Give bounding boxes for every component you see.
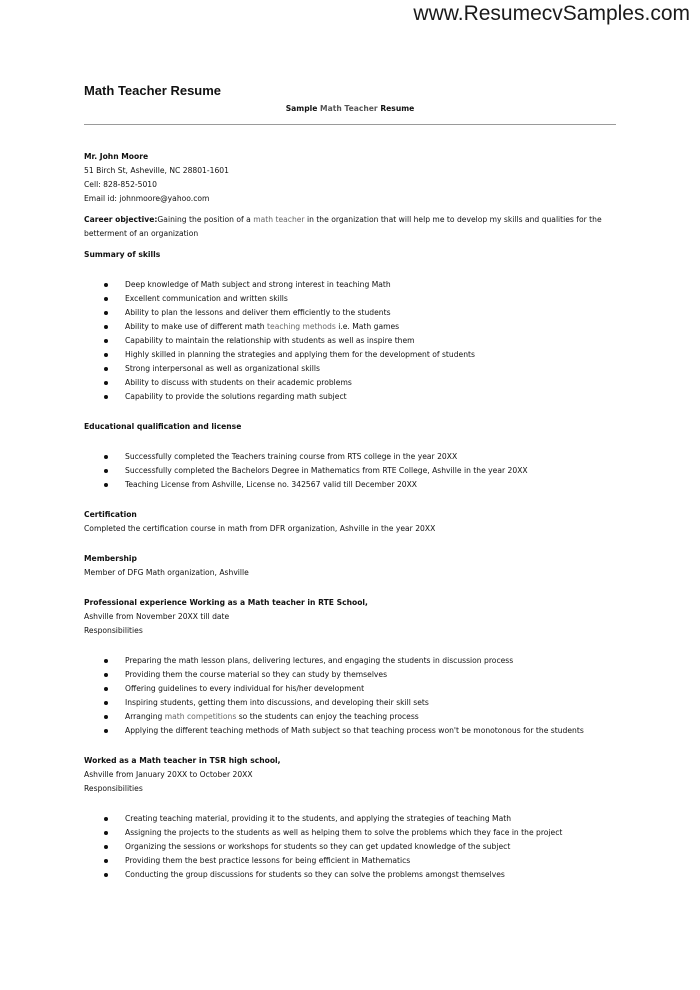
contact-address: 51 Birch St, Asheville, NC 28801-1601 [84, 166, 229, 175]
bullet-icon [104, 831, 108, 835]
skills-heading: Summary of skills [84, 250, 161, 259]
objective-text-post: in the organization that will help me to develop my skills and qualities for the [304, 215, 602, 224]
bullet-icon [104, 701, 108, 705]
objective-line2: betterment of an organization [84, 229, 199, 238]
teaching-methods-link[interactable]: teaching methods [267, 322, 336, 331]
list-item [84, 854, 624, 868]
resp-text: Creating teaching material, providing it to the students, and applying the strategies of teaching Math [125, 814, 512, 823]
skill-text: Highly skilled in planning the strategies and applying them for the development of students [125, 350, 475, 359]
list-item [84, 362, 624, 376]
experience2-dates: Ashville from January 20XX to October 20XX [84, 770, 253, 779]
education-list [84, 450, 624, 492]
bullet-icon [104, 845, 108, 849]
certification-text: Completed the certification course in math from DFR organization, Ashville in the year 20XX [84, 524, 436, 533]
bullet-icon [104, 729, 108, 733]
membership-text: Member of DFG Math organization, Ashville [84, 568, 249, 577]
bullet-icon [104, 859, 108, 863]
resp-text: Inspiring students, getting them into discussions, and developing their skill sets [125, 698, 429, 707]
resp-text: Applying the different teaching methods of Math subject so that teaching process won't be monotonous for the students [125, 726, 584, 735]
subtitle-keyword: Math Teacher [320, 104, 378, 113]
resp-text: Providing them the best practice lessons for being efficient in Mathematics [125, 856, 411, 865]
list-item [84, 390, 624, 404]
subtitle [0, 104, 700, 113]
skills-list [84, 278, 624, 404]
header-divider [84, 124, 616, 125]
contact-cell: Cell: 828-852-5010 [84, 180, 157, 189]
experience1-list [84, 654, 624, 738]
page-title: Math Teacher Resume [84, 83, 222, 98]
list-item [84, 278, 624, 292]
resume-body [84, 150, 624, 882]
experience1-resp-label: Responsibilities [84, 626, 143, 635]
skill-text: Excellent communication and written skills [125, 294, 288, 303]
education-heading: Educational qualification and license [84, 422, 242, 431]
bullet-icon [104, 297, 108, 301]
bullet-icon [104, 673, 108, 677]
resp-text: Assigning the projects to the students as well as helping them to solve the problems which they face in the project [125, 828, 563, 837]
experience2-list [84, 812, 624, 882]
list-item [84, 450, 624, 464]
experience2-resp-label: Responsibilities [84, 784, 143, 793]
career-objective [84, 213, 624, 241]
bullet-icon [104, 659, 108, 663]
contact-block [84, 150, 624, 206]
list-item [84, 696, 624, 710]
resp-text: Providing them the course material so they can study by themselves [125, 670, 388, 679]
bullet-icon [104, 469, 108, 473]
bullet-icon [104, 311, 108, 315]
list-item [84, 724, 624, 738]
experience1-dates: Ashville from November 20XX till date [84, 612, 230, 621]
list-item [84, 840, 624, 854]
resp-text-pre: Arranging [125, 712, 165, 721]
list-item [84, 334, 624, 348]
education-text: Teaching License from Ashville, License no. 342567 valid till December 20XX [125, 480, 418, 489]
contact-email: Email id: johnmoore@yahoo.com [84, 194, 210, 203]
resp-text: Conducting the group discussions for students so they can solve the problems amongst themselves [125, 870, 505, 879]
objective-label: Career objective: [84, 215, 158, 224]
bullet-icon [104, 353, 108, 357]
list-item [84, 464, 624, 478]
list-item [84, 826, 624, 840]
list-item [84, 868, 624, 882]
bullet-icon [104, 483, 108, 487]
bullet-icon [104, 687, 108, 691]
math-competitions-link[interactable]: math competitions [164, 712, 237, 721]
resp-text: Preparing the math lesson plans, delivering lectures, and engaging the students in discussion process [125, 656, 514, 665]
list-item [84, 710, 624, 724]
contact-name: Mr. John Moore [84, 152, 149, 161]
list-item [84, 478, 624, 492]
skill-text: Deep knowledge of Math subject and strong interest in teaching Math [125, 280, 391, 289]
list-item [84, 682, 624, 696]
skill-text-post: i.e. Math games [335, 322, 400, 331]
bullet-icon [104, 817, 108, 821]
bullet-icon [104, 381, 108, 385]
skill-text: Ability to plan the lessons and deliver them efficiently to the students [125, 308, 391, 317]
education-text: Successfully completed the Teachers training course from RTS college in the year 20XX [125, 452, 458, 461]
resp-text-post: so the students can enjoy the teaching process [236, 712, 419, 721]
skill-text: Capability to maintain the relationship with students as well as inspire them [125, 336, 415, 345]
certification-heading: Certification [84, 510, 137, 519]
list-item [84, 348, 624, 362]
resp-text: Organizing the sessions or workshops for students so they can get updated knowledge of the subject [125, 842, 511, 851]
objective-link[interactable]: math teacher [253, 215, 305, 224]
skill-text-pre: Ability to make use of different math [125, 322, 268, 331]
membership-heading: Membership [84, 554, 137, 563]
bullet-icon [104, 455, 108, 459]
experience2-heading: Worked as a Math teacher in TSR high school, [84, 756, 281, 765]
list-item [84, 292, 624, 306]
bullet-icon [104, 325, 108, 329]
bullet-icon [104, 395, 108, 399]
bullet-icon [104, 367, 108, 371]
skill-text: Ability to discuss with students on their academic problems [125, 378, 352, 387]
education-text: Successfully completed the Bachelors Degree in Mathematics from RTE College, Ashville in the year 20XX [125, 466, 528, 475]
list-item [84, 376, 624, 390]
bullet-icon [104, 339, 108, 343]
bullet-icon [104, 873, 108, 877]
list-item [84, 320, 624, 334]
subtitle-suffix: Resume [380, 104, 415, 113]
bullet-icon [104, 715, 108, 719]
list-item [84, 306, 624, 320]
subtitle-prefix: Sample [285, 104, 318, 113]
list-item [84, 654, 624, 668]
skill-text: Strong interpersonal as well as organizational skills [125, 364, 320, 373]
skill-text: Capability to provide the solutions regarding math subject [125, 392, 347, 401]
site-watermark: www.ResumecvSamples.com [413, 2, 690, 25]
resp-text: Offering guidelines to every individual for his/her development [125, 684, 365, 693]
experience1-heading: Professional experience Working as a Math teacher in RTE School, [84, 598, 368, 607]
objective-text-pre: Gaining the position of a [157, 215, 254, 224]
bullet-icon [104, 283, 108, 287]
list-item [84, 812, 624, 826]
list-item [84, 668, 624, 682]
